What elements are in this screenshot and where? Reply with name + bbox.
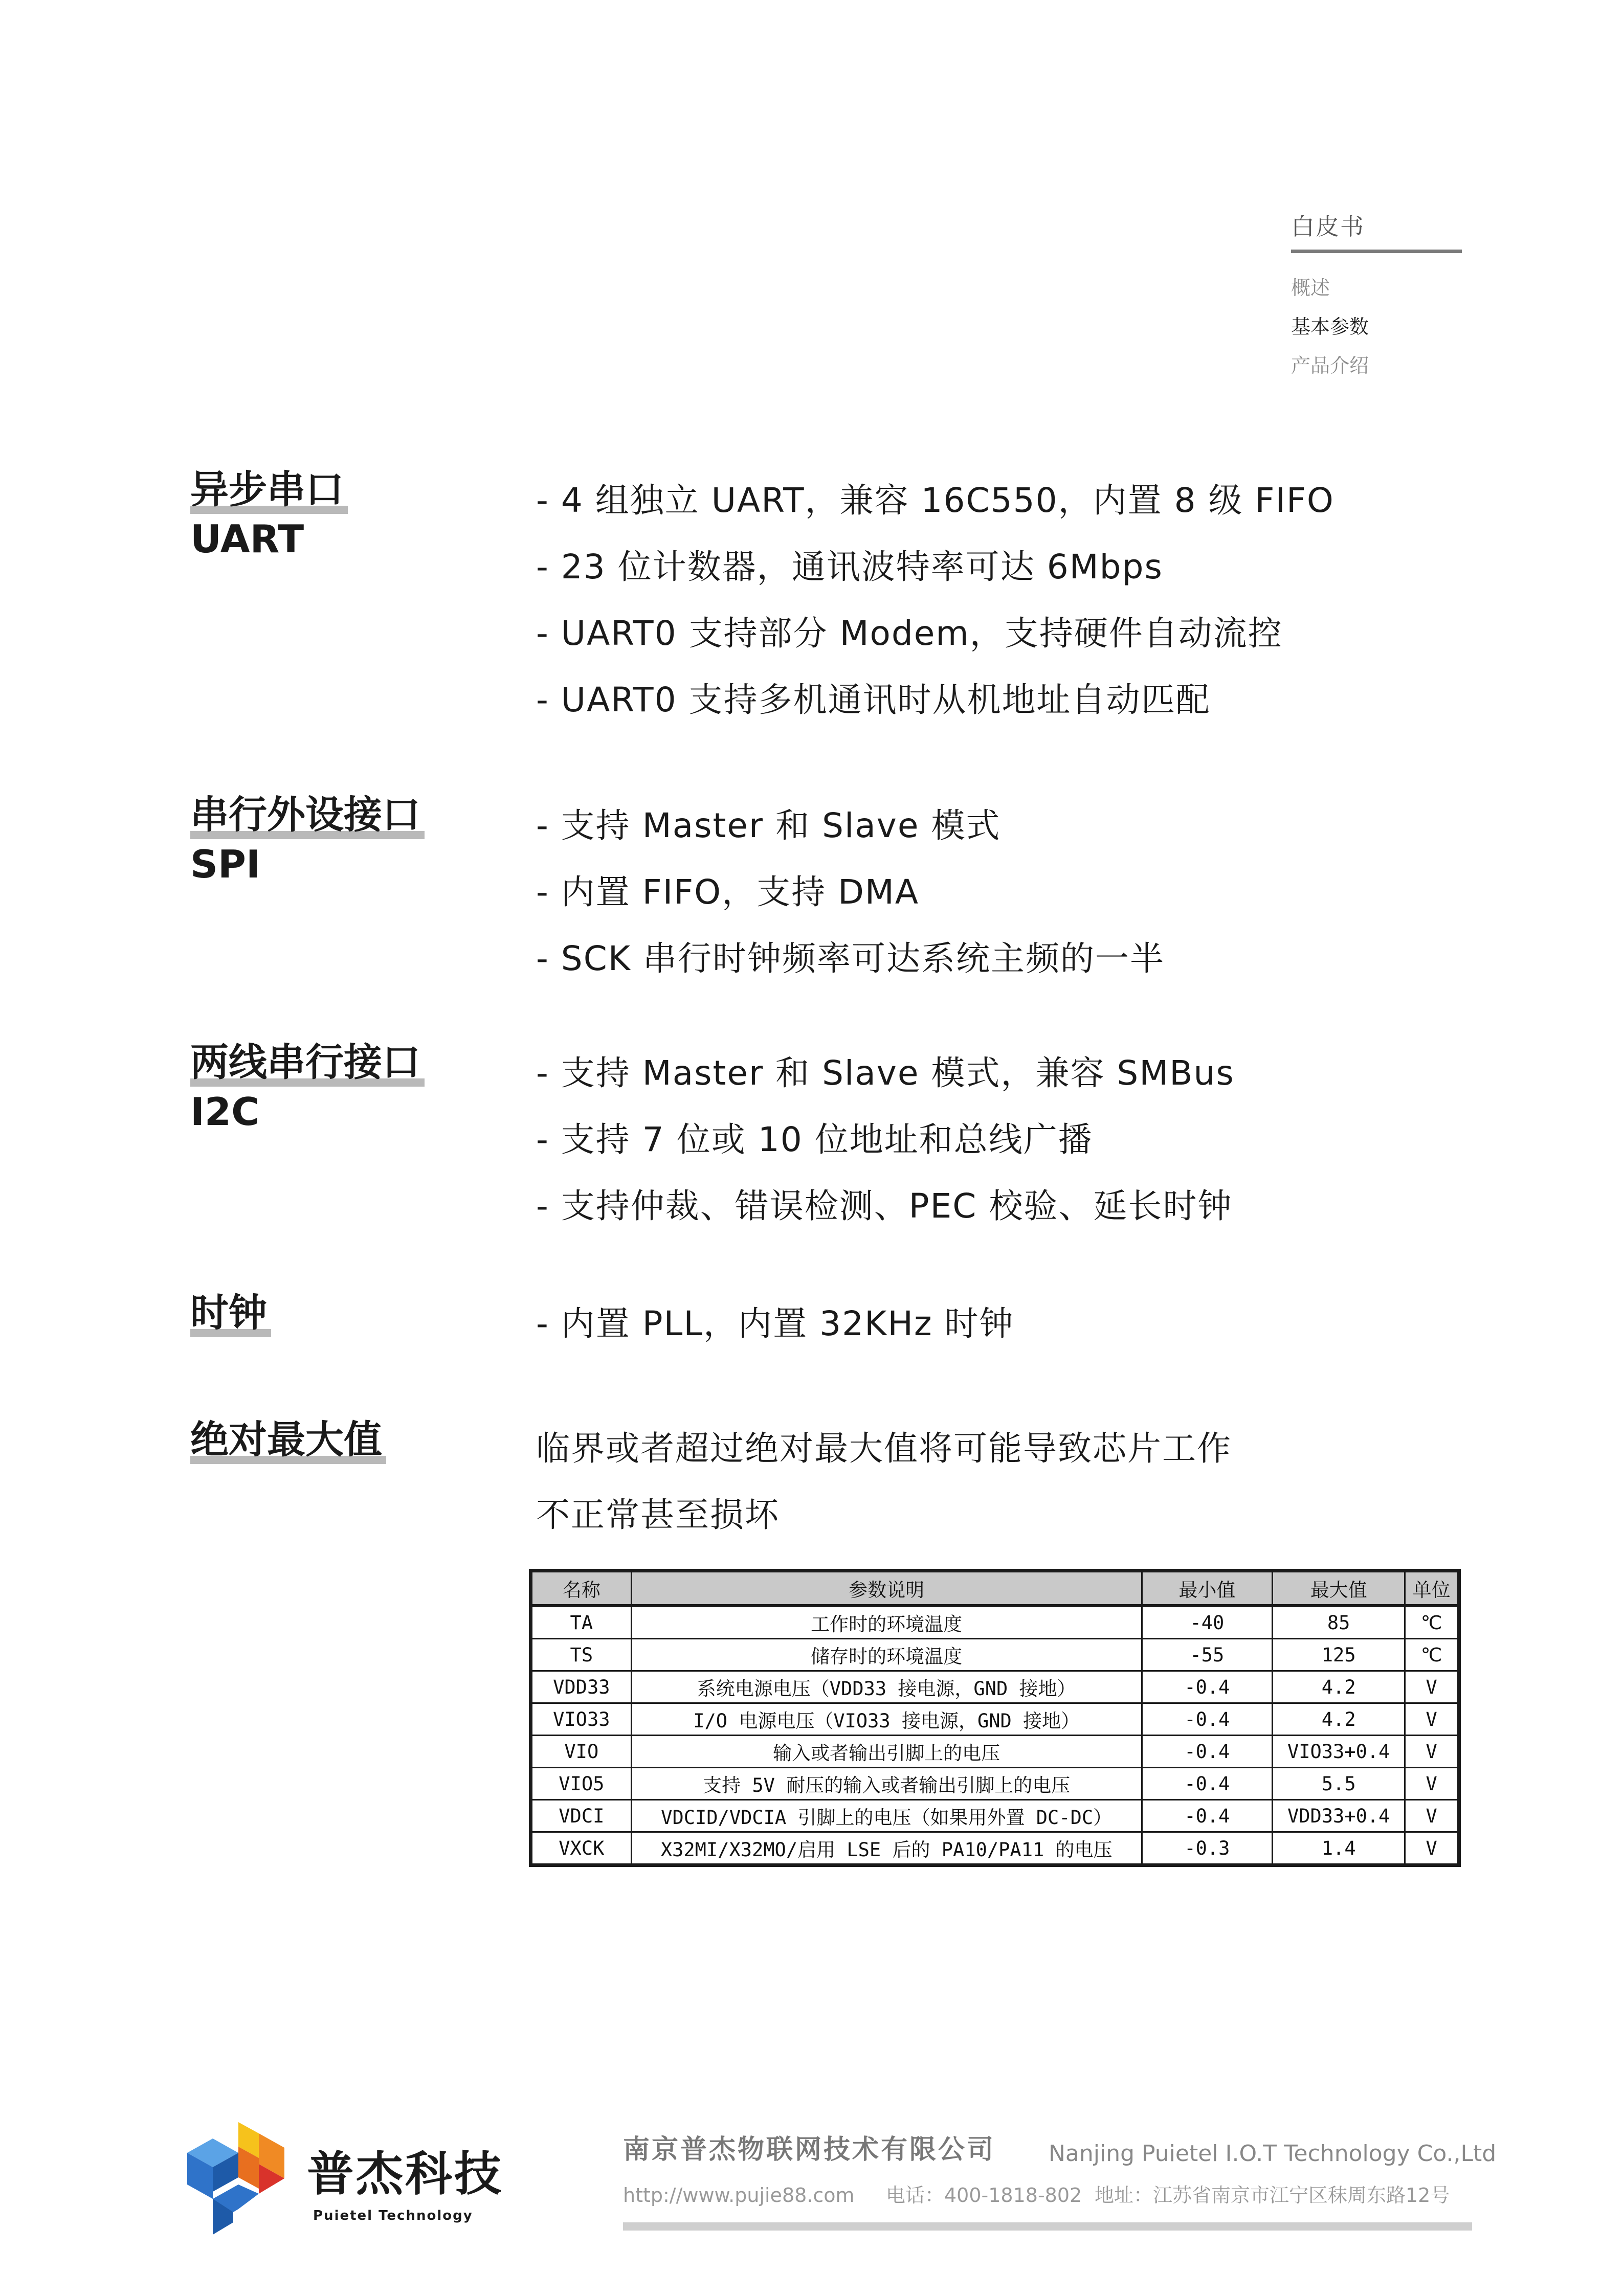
cell-unit: V <box>1405 1703 1459 1736</box>
cell-min: -0.4 <box>1142 1736 1272 1768</box>
absolute-max-table <box>529 1569 1461 1867</box>
cell-name: VIO33 <box>531 1703 632 1736</box>
cell-description: 储存时的环境温度 <box>631 1639 1142 1671</box>
nav-item-basic-params[interactable]: 基本参数 <box>1291 316 1369 338</box>
cell-unit: ℃ <box>1405 1606 1459 1639</box>
column-header-max: 最大值 <box>1273 1571 1405 1606</box>
column-header-name: 名称 <box>531 1571 632 1606</box>
cell-description: 工作时的环境温度 <box>631 1606 1142 1639</box>
cell-min: -0.3 <box>1142 1832 1272 1865</box>
cell-max: 4.2 <box>1273 1703 1405 1736</box>
cell-min: -0.4 <box>1142 1703 1272 1736</box>
cell-description: VDCID/VDCIA 引脚上的电压（如果用外置 DC-DC） <box>631 1800 1142 1832</box>
bullet-list <box>536 1040 1235 1240</box>
column-header-unit: 单位 <box>1405 1571 1459 1606</box>
cell-name: VDCI <box>531 1800 632 1832</box>
company-name-cn: 南京普杰物联网技术有限公司 <box>623 2134 996 2165</box>
list-item: - 4 组独立 UART，兼容 16C550，内置 8 级 FIFO <box>536 467 1334 534</box>
list-item: - 支持仲裁、错误检测、PEC 校验、延长时钟 <box>536 1173 1235 1240</box>
website-link[interactable]: http://www.pujie88.com <box>623 2184 855 2207</box>
list-item: - 内置 FIFO，支持 DMA <box>536 859 1165 926</box>
section-heading <box>190 467 497 561</box>
cell-max: 125 <box>1273 1639 1405 1671</box>
cell-name: TA <box>531 1606 632 1639</box>
heading-cn: 绝对最大值 <box>190 1417 383 1462</box>
cell-min: -0.4 <box>1142 1671 1272 1703</box>
cell-min: -40 <box>1142 1606 1272 1639</box>
table-header-row <box>531 1571 1459 1606</box>
table-row <box>531 1736 1459 1768</box>
company-logo <box>182 2122 295 2242</box>
phone-number: 电话：400-1818-802 <box>886 2184 1082 2207</box>
heading-en: SPI <box>190 842 260 887</box>
list-item: - 23 位计数器，通讯波特率可达 6Mbps <box>536 534 1334 600</box>
cell-name: VDD33 <box>531 1671 632 1703</box>
list-item: - 内置 PLL，内置 32KHz 时钟 <box>536 1291 1014 1357</box>
paragraph-line: 不正常甚至损坏 <box>536 1495 780 1535</box>
cell-description: I/O 电源电压（VIO33 接电源，GND 接地） <box>631 1703 1142 1736</box>
cell-max: 1.4 <box>1273 1832 1405 1865</box>
heading-cn: 串行外设接口 <box>190 792 421 837</box>
cell-max: 4.2 <box>1273 1671 1405 1703</box>
nav-divider <box>1291 250 1462 253</box>
section-heading <box>190 1290 497 1335</box>
nav-title: 白皮书 <box>1291 213 1365 240</box>
bullet-list <box>536 793 1165 992</box>
table-row <box>531 1832 1459 1865</box>
cell-max: 85 <box>1273 1606 1405 1639</box>
cell-unit: V <box>1405 1736 1459 1768</box>
address: 地址：江苏省南京市江宁区秣周东路12号 <box>1095 2184 1450 2207</box>
logo-wordmark-cn: 普杰科技 <box>307 2147 504 2201</box>
heading-en: I2C <box>190 1089 260 1134</box>
cell-name: TS <box>531 1639 632 1671</box>
cell-name: VIO <box>531 1736 632 1768</box>
cell-max: 5.5 <box>1273 1768 1405 1800</box>
heading-cn: 两线串行接口 <box>190 1040 421 1085</box>
cell-description: 输入或者输出引脚上的电压 <box>631 1736 1142 1768</box>
logo-wordmark-en: Puietel Technology <box>313 2208 473 2223</box>
column-header-description: 参数说明 <box>631 1571 1142 1606</box>
cell-max: VDD33+0.4 <box>1273 1800 1405 1832</box>
company-name-en: Nanjing Puietel I.O.T Technology Co.,Ltd <box>1049 2141 1497 2167</box>
section-heading <box>190 792 497 887</box>
parameter-table <box>529 1569 1461 1867</box>
nav-item-overview[interactable]: 概述 <box>1291 277 1330 299</box>
cell-description: 系统电源电压（VDD33 接电源，GND 接地） <box>631 1671 1142 1703</box>
bullet-list <box>536 1291 1014 1357</box>
cell-max: VIO33+0.4 <box>1273 1736 1405 1768</box>
table-row <box>531 1639 1459 1671</box>
footer-divider <box>623 2222 1472 2231</box>
list-item: - SCK 串行时钟频率可达系统主频的一半 <box>536 926 1165 992</box>
table-row <box>531 1768 1459 1800</box>
cell-name: VIO5 <box>531 1768 632 1800</box>
cell-unit: V <box>1405 1671 1459 1703</box>
heading-cn: 时钟 <box>190 1290 268 1335</box>
list-item: - 支持 7 位或 10 位地址和总线广播 <box>536 1107 1235 1173</box>
paragraph-line: 临界或者超过绝对最大值将可能导致芯片工作 <box>536 1429 1232 1468</box>
cell-unit: ℃ <box>1405 1639 1459 1671</box>
table-row <box>531 1671 1459 1703</box>
column-header-min: 最小值 <box>1142 1571 1272 1606</box>
cell-description: X32MI/X32MO/启用 LSE 后的 PA10/PA11 的电压 <box>631 1832 1142 1865</box>
whitepaper-nav <box>1291 215 1462 385</box>
list-item: - UART0 支持部分 Modem，支持硬件自动流控 <box>536 600 1334 667</box>
cell-unit: V <box>1405 1800 1459 1832</box>
section-heading <box>190 1417 497 1462</box>
table-row <box>531 1703 1459 1736</box>
heading-cn: 异步串口 <box>190 467 344 512</box>
cell-name: VXCK <box>531 1832 632 1865</box>
cell-min: -55 <box>1142 1639 1272 1671</box>
cell-unit: V <box>1405 1768 1459 1800</box>
list-item: - 支持 Master 和 Slave 模式 <box>536 793 1165 859</box>
cell-description: 支持 5V 耐压的输入或者输出引脚上的电压 <box>631 1768 1142 1800</box>
list-item: - 支持 Master 和 Slave 模式，兼容 SMBus <box>536 1040 1235 1107</box>
section-heading <box>190 1040 497 1134</box>
cell-min: -0.4 <box>1142 1768 1272 1800</box>
nav-item-product-intro[interactable]: 产品介绍 <box>1291 354 1369 377</box>
cell-min: -0.4 <box>1142 1800 1272 1832</box>
cell-unit: V <box>1405 1832 1459 1865</box>
heading-en: UART <box>190 516 304 561</box>
absmax-description <box>536 1415 1232 1548</box>
list-item: - UART0 支持多机通讯时从机地址自动匹配 <box>536 667 1334 733</box>
bullet-list <box>536 467 1334 733</box>
table-row <box>531 1606 1459 1639</box>
table-row <box>531 1800 1459 1832</box>
logo-cube-icon <box>182 2122 295 2240</box>
